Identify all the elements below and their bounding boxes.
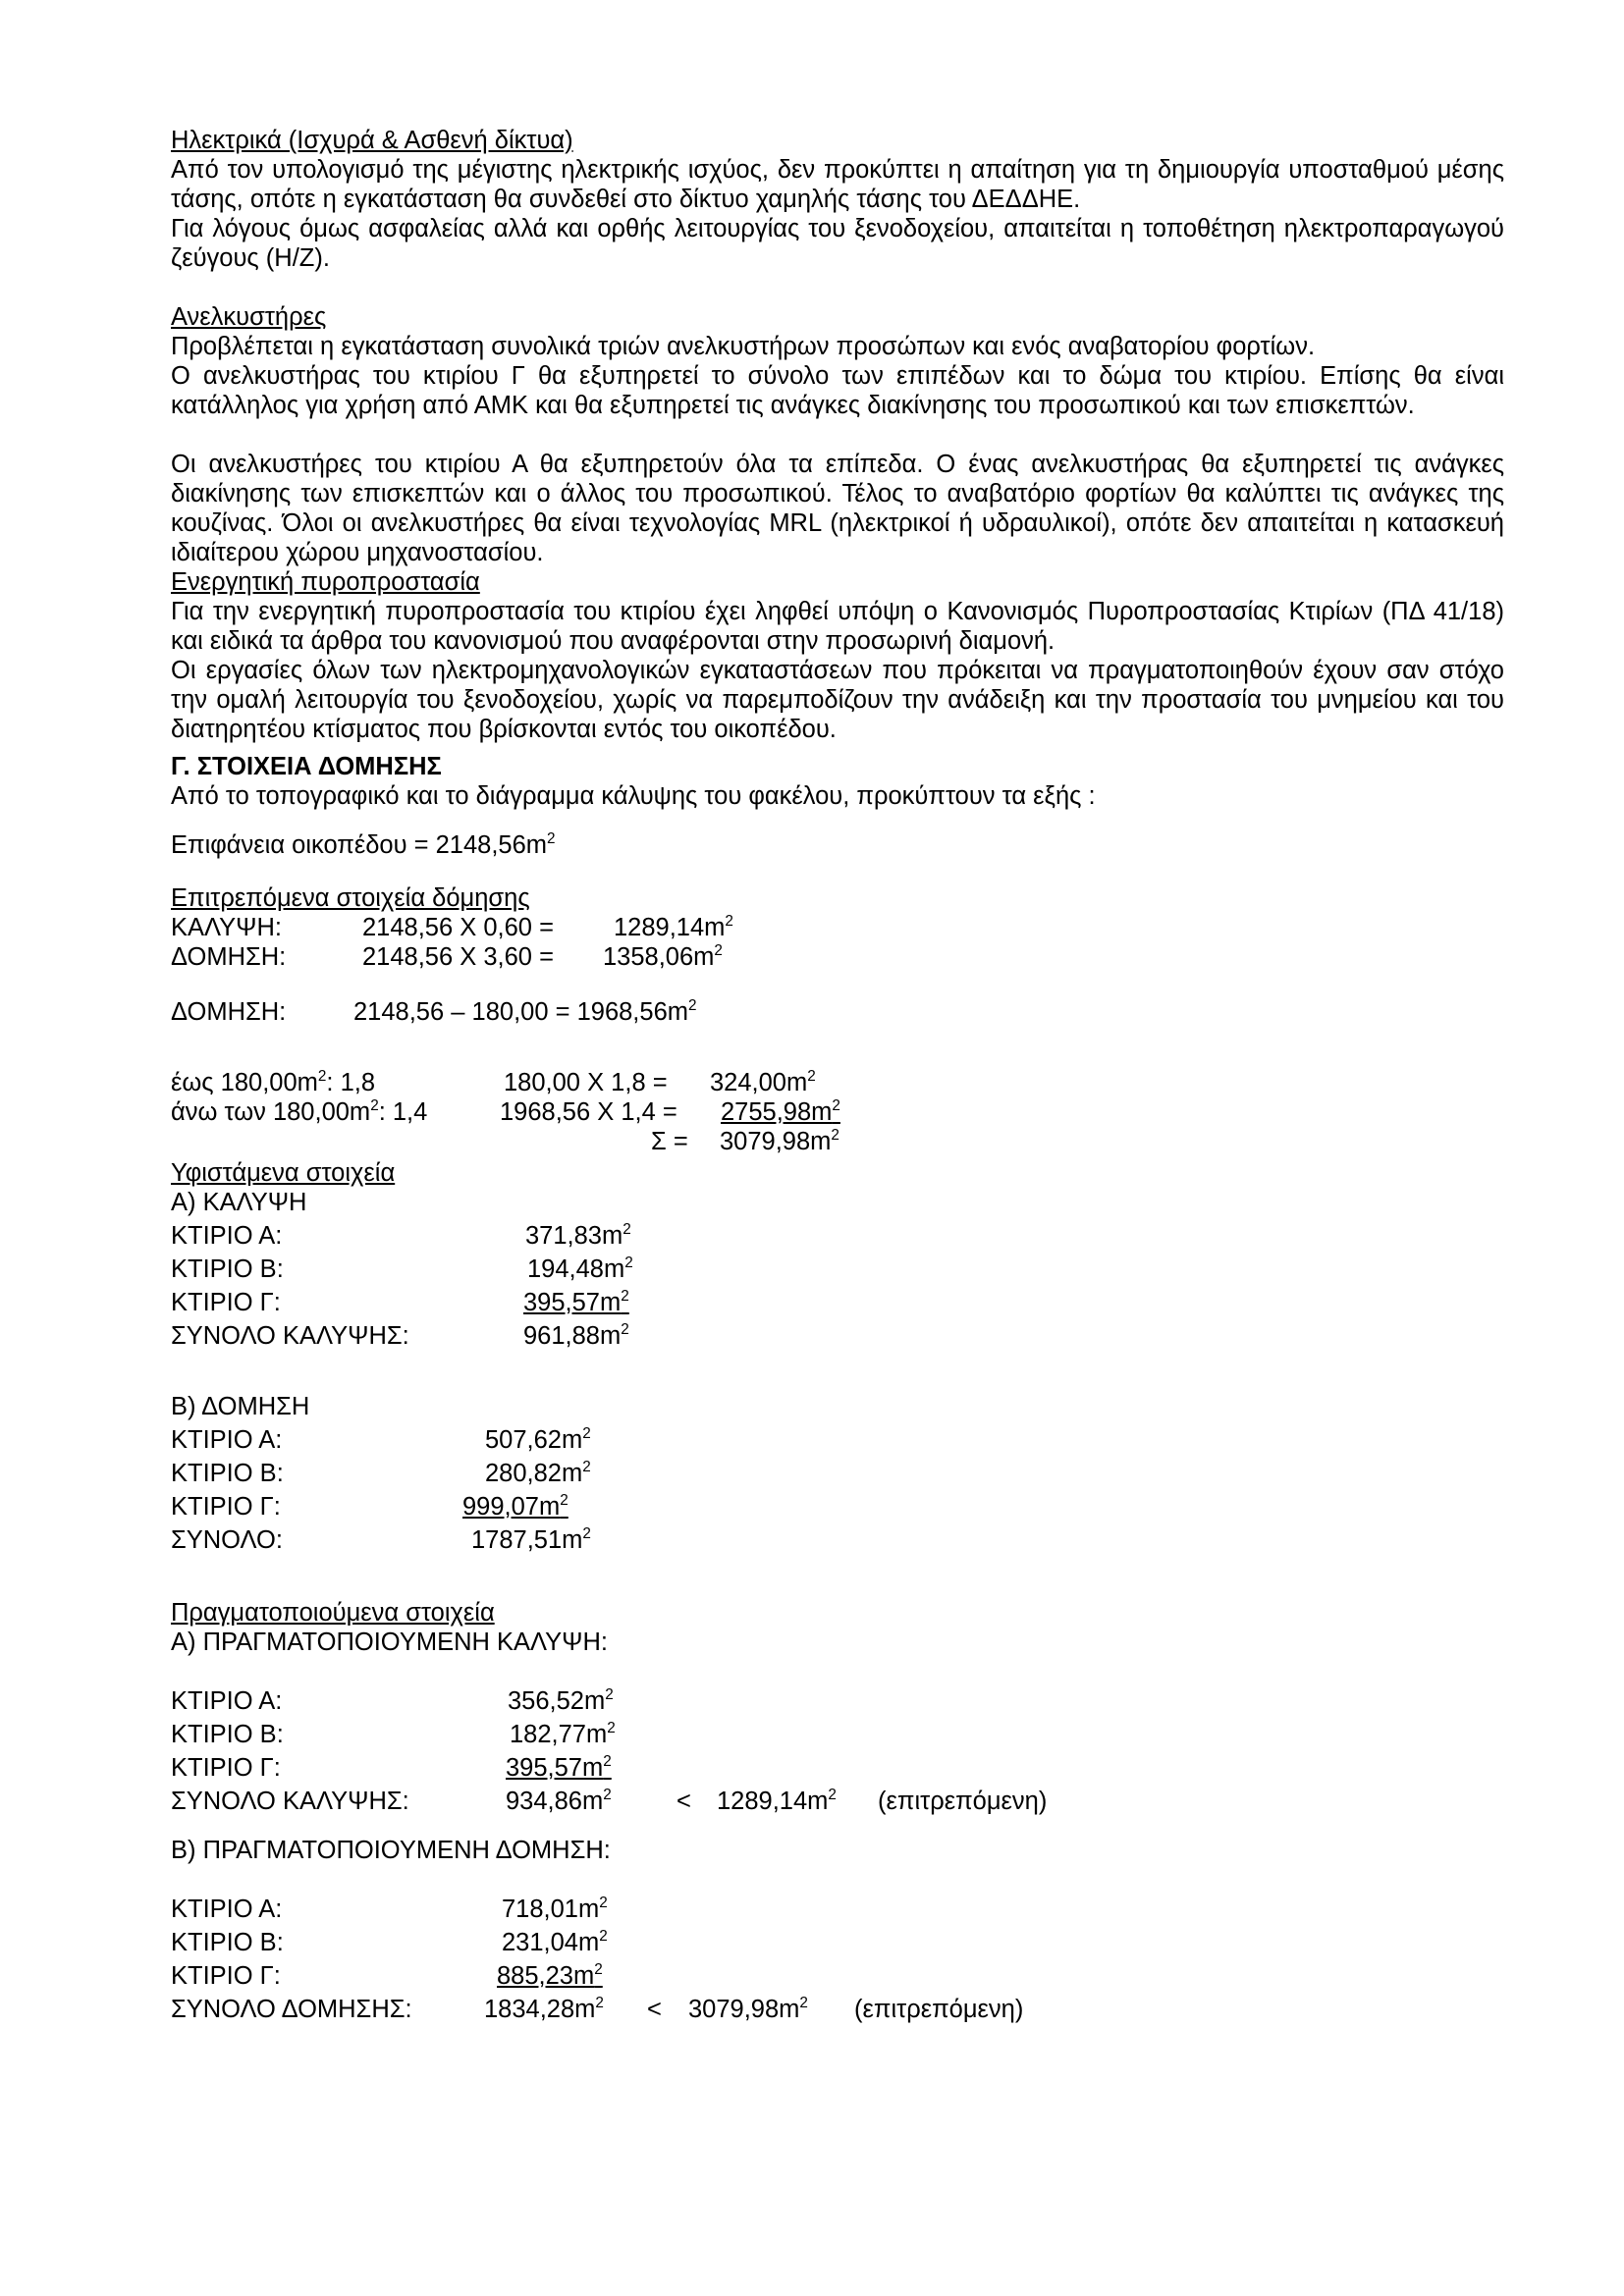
building-limit-note: (επιτρεπόμενη) — [854, 1996, 1024, 2023]
sum-label: Σ = — [651, 1128, 688, 1155]
tier-1-label: έως $180,00m^2$: 1,8 — [171, 1067, 376, 1096]
fire-paragraph-1: Για την ενεργητική πυροπροστασία του κτιρίου έχει ληφθεί υπόψη ο Κανονισμός Πυροπροστασίας Κτιρίων (ΠΔ 41/18) και ειδικά τα άρθρα του κανονισμού που αναφέρονται στην προσωρινή διαμονή. — [171, 598, 1504, 655]
table-row-value: $194,48m^2$ — [527, 1254, 633, 1283]
permitted-heading: Επιτρεπόμενα στοιχεία δόμησης — [171, 884, 530, 912]
elevators-paragraph-1: Προβλέπεται η εγκατάσταση συνολικά τριών ανελκυστήρων προσώπων και ενός αναβατορίου φορτίων. — [171, 333, 1316, 360]
permitted-coverage-label: ΚΑΛΥΨΗ: — [171, 914, 282, 941]
table-row-label: ΚΤΙΡΙΟ Α: — [171, 1687, 283, 1715]
table-row-value: $371,83m^2$ — [525, 1220, 631, 1250]
table-row-value: $231,04m^2$ — [502, 1927, 608, 1956]
permitted-coverage-calc: 2148,56 Χ 0,60 = — [362, 914, 554, 941]
table-row-value: $1834,28m^2$ — [484, 1994, 604, 2023]
table-row-value: $280,82m^2$ — [485, 1458, 591, 1487]
table-row-value: $718,01m^2$ — [502, 1894, 608, 1923]
table-row-label: ΚΤΙΡΙΟ Α: — [171, 1222, 283, 1250]
table-row-label: ΚΤΙΡΙΟ Α: — [171, 1426, 283, 1454]
section-intro: Από το τοπογραφικό και το διάγραμμα κάλυψης του φακέλου, προκύπτουν τα εξής : — [171, 782, 1096, 810]
table-row-label: ΚΤΙΡΙΟ Β: — [171, 1929, 284, 1956]
table-row-label: ΚΤΙΡΙΟ Β: — [171, 1255, 284, 1283]
section-title: Γ. ΣΤΟΙΧΕΙΑ ΔΟΜΗΣΗΣ — [171, 753, 442, 780]
permitted-building-2-label: ΔΟΜΗΣΗ: — [171, 998, 287, 1026]
table-row-value: $885,23m^2$ — [497, 1960, 603, 1990]
tier-2-label: άνω των $180,00m^2$: 1,4 — [171, 1096, 428, 1126]
table-row-value: $395,57m^2$ — [506, 1752, 612, 1782]
table-row-label: ΚΤΙΡΙΟ Γ: — [171, 1962, 281, 1990]
table-row-label: ΚΤΙΡΙΟ Β: — [171, 1460, 284, 1487]
table-row-label: ΚΤΙΡΙΟ Γ: — [171, 1289, 281, 1316]
table-row-value: $961,88m^2$ — [523, 1320, 629, 1350]
table-row-value: $999,07m^2$ — [462, 1491, 568, 1521]
table-row-label: ΚΤΙΡΙΟ Β: — [171, 1721, 284, 1748]
existing-building-title: Β) ΔΟΜΗΣΗ — [171, 1393, 310, 1420]
coverage-limit: $1289,14m^2$ — [717, 1786, 837, 1815]
tier-1-calc: 180,00 Χ 1,8 = — [504, 1069, 668, 1096]
table-row-value: $395,57m^2$ — [523, 1287, 629, 1316]
tier-1-value: $324,00m^2$ — [710, 1067, 816, 1096]
electrical-paragraph-1: Από τον υπολογισμό της μέγιστης ηλεκτρικής ισχύος, δεν προκύπτει η απαίτηση για τη δημιουργία υποσταθμού μέσης τάσης, οπότε η εγκατάσταση θα συνδεθεί στο δίκτυο χαμηλής τάσης του ΔΕΔΔΗΕ. — [171, 156, 1504, 213]
sum-value: $3079,98m^2$ — [720, 1126, 839, 1155]
permitted-building-calc: 2148,56 Χ 3,60 = — [362, 943, 554, 971]
existing-heading: Υφιστάμενα στοιχεία — [171, 1159, 396, 1187]
coverage-limit-note: (επιτρεπόμενη) — [878, 1788, 1048, 1815]
realized-coverage-title: Α) ΠΡΑΓΜΑΤΟΠΟΙΟΥΜΕΝΗ ΚΑΛΥΨΗ: — [171, 1629, 608, 1656]
existing-coverage-title: Α) ΚΑΛΥΨΗ — [171, 1189, 307, 1216]
table-row-label: ΚΤΙΡΙΟ Γ: — [171, 1754, 281, 1782]
permitted-building-2-calc: $2148,56 - 180,00 = 1968,56m^2$ — [353, 996, 697, 1026]
realized-building-title: Β) ΠΡΑΓΜΑΤΟΠΟΙΟΥΜΕΝΗ ΔΟΜΗΣΗ: — [171, 1837, 611, 1864]
table-row-label: ΚΤΙΡΙΟ Α: — [171, 1896, 283, 1923]
table-row-label: ΣΥΝΟΛΟ: — [171, 1526, 283, 1554]
table-row-label: ΣΥΝΟΛΟ ΔΟΜΗΣΗΣ: — [171, 1996, 412, 2023]
coverage-compare-sign: < — [677, 1788, 691, 1815]
fire-paragraph-2: Οι εργασίες όλων των ηλεκτρομηχανολογικών εγκαταστάσεων που πρόκειται να πραγματοποιηθούν έχουν σαν στόχο την ομαλή λειτουργία του ξενοδοχείου, χωρίς να παρεμποδίζουν την ανάδειξη και την προστασία του μνημείου και του διατηρητέου κτίσματος που βρίσκονται εντός του οικοπέδου. — [171, 657, 1504, 743]
tier-2-calc: 1968,56 Χ 1,4 = — [500, 1098, 677, 1126]
electrical-heading: Ηλεκτρικά (Ισχυρά & Ασθενή δίκτυα) — [171, 127, 573, 154]
table-row-value: $507,62m^2$ — [485, 1424, 591, 1454]
realized-heading: Πραγματοποιούμενα στοιχεία — [171, 1599, 495, 1627]
building-compare-sign: < — [647, 1996, 662, 2023]
building-limit: $3079,98m^2$ — [688, 1994, 808, 2023]
fire-heading: Ενεργητική πυροπροστασία — [171, 568, 480, 596]
table-row-value: $182,77m^2$ — [510, 1719, 616, 1748]
elevators-paragraph-2: Ο ανελκυστήρας του κτιρίου Γ θα εξυπηρετεί το σύνολο των επιπέδων και το δώμα του κτιρίου. Επίσης θα είναι κατάλληλος για χρήση από ΑΜΚ και θα εξυπηρετεί τις ανάγκες διακίνησης του προσωπικού και των επισκεπτών. — [171, 362, 1504, 419]
permitted-building-label: ΔΟΜΗΣΗ: — [171, 943, 287, 971]
table-row-label: ΣΥΝΟΛΟ ΚΑΛΥΨΗΣ: — [171, 1322, 409, 1350]
table-row-label: ΣΥΝΟΛΟ ΚΑΛΥΨΗΣ: — [171, 1788, 409, 1815]
permitted-building-value: $1358,06m^2$ — [603, 941, 723, 971]
table-row-value: $1787,51m^2$ — [471, 1524, 591, 1554]
permitted-coverage-value: $1289,14m^2$ — [614, 912, 733, 941]
electrical-paragraph-2: Για λόγους όμως ασφαλείας αλλά και ορθής λειτουργίας του ξενοδοχείου, απαιτείται η τοποθέτηση ηλεκτροπαραγωγού ζεύγους (Η/Ζ). — [171, 215, 1504, 272]
elevators-heading: Ανελκυστήρες — [171, 303, 327, 331]
table-row-value: $356,52m^2$ — [508, 1685, 614, 1715]
plot-area: Επιφάνεια $o\iota\kappa o\pi έ\delta o\upsilon = 2148,56m^2$ — [171, 829, 556, 859]
elevators-paragraph-3: Οι ανελκυστήρες του κτιρίου Α θα εξυπηρετούν όλα τα επίπεδα. Ο ένας ανελκυστήρας θα εξυπηρετεί τις ανάγκες διακίνησης των επισκεπτών και ο άλλος του προσωπικού. Τέλος το αναβατόριο φορτίων θα καλύπτει τις ανάγκες της κουζίνας. Όλοι οι ανελκυστήρες θα είναι τεχνολογίας MRL (ηλεκτρικοί ή υδραυλικοί), οπότε δεν απαιτείται η κατασκευή ιδιαίτερου χώρου μηχανοστασίου. — [171, 451, 1504, 566]
table-row-label: ΚΤΙΡΙΟ Γ: — [171, 1493, 281, 1521]
tier-2-value: $2755,98m^2$ — [721, 1096, 840, 1126]
table-row-value: $934,86m^2$ — [506, 1786, 612, 1815]
